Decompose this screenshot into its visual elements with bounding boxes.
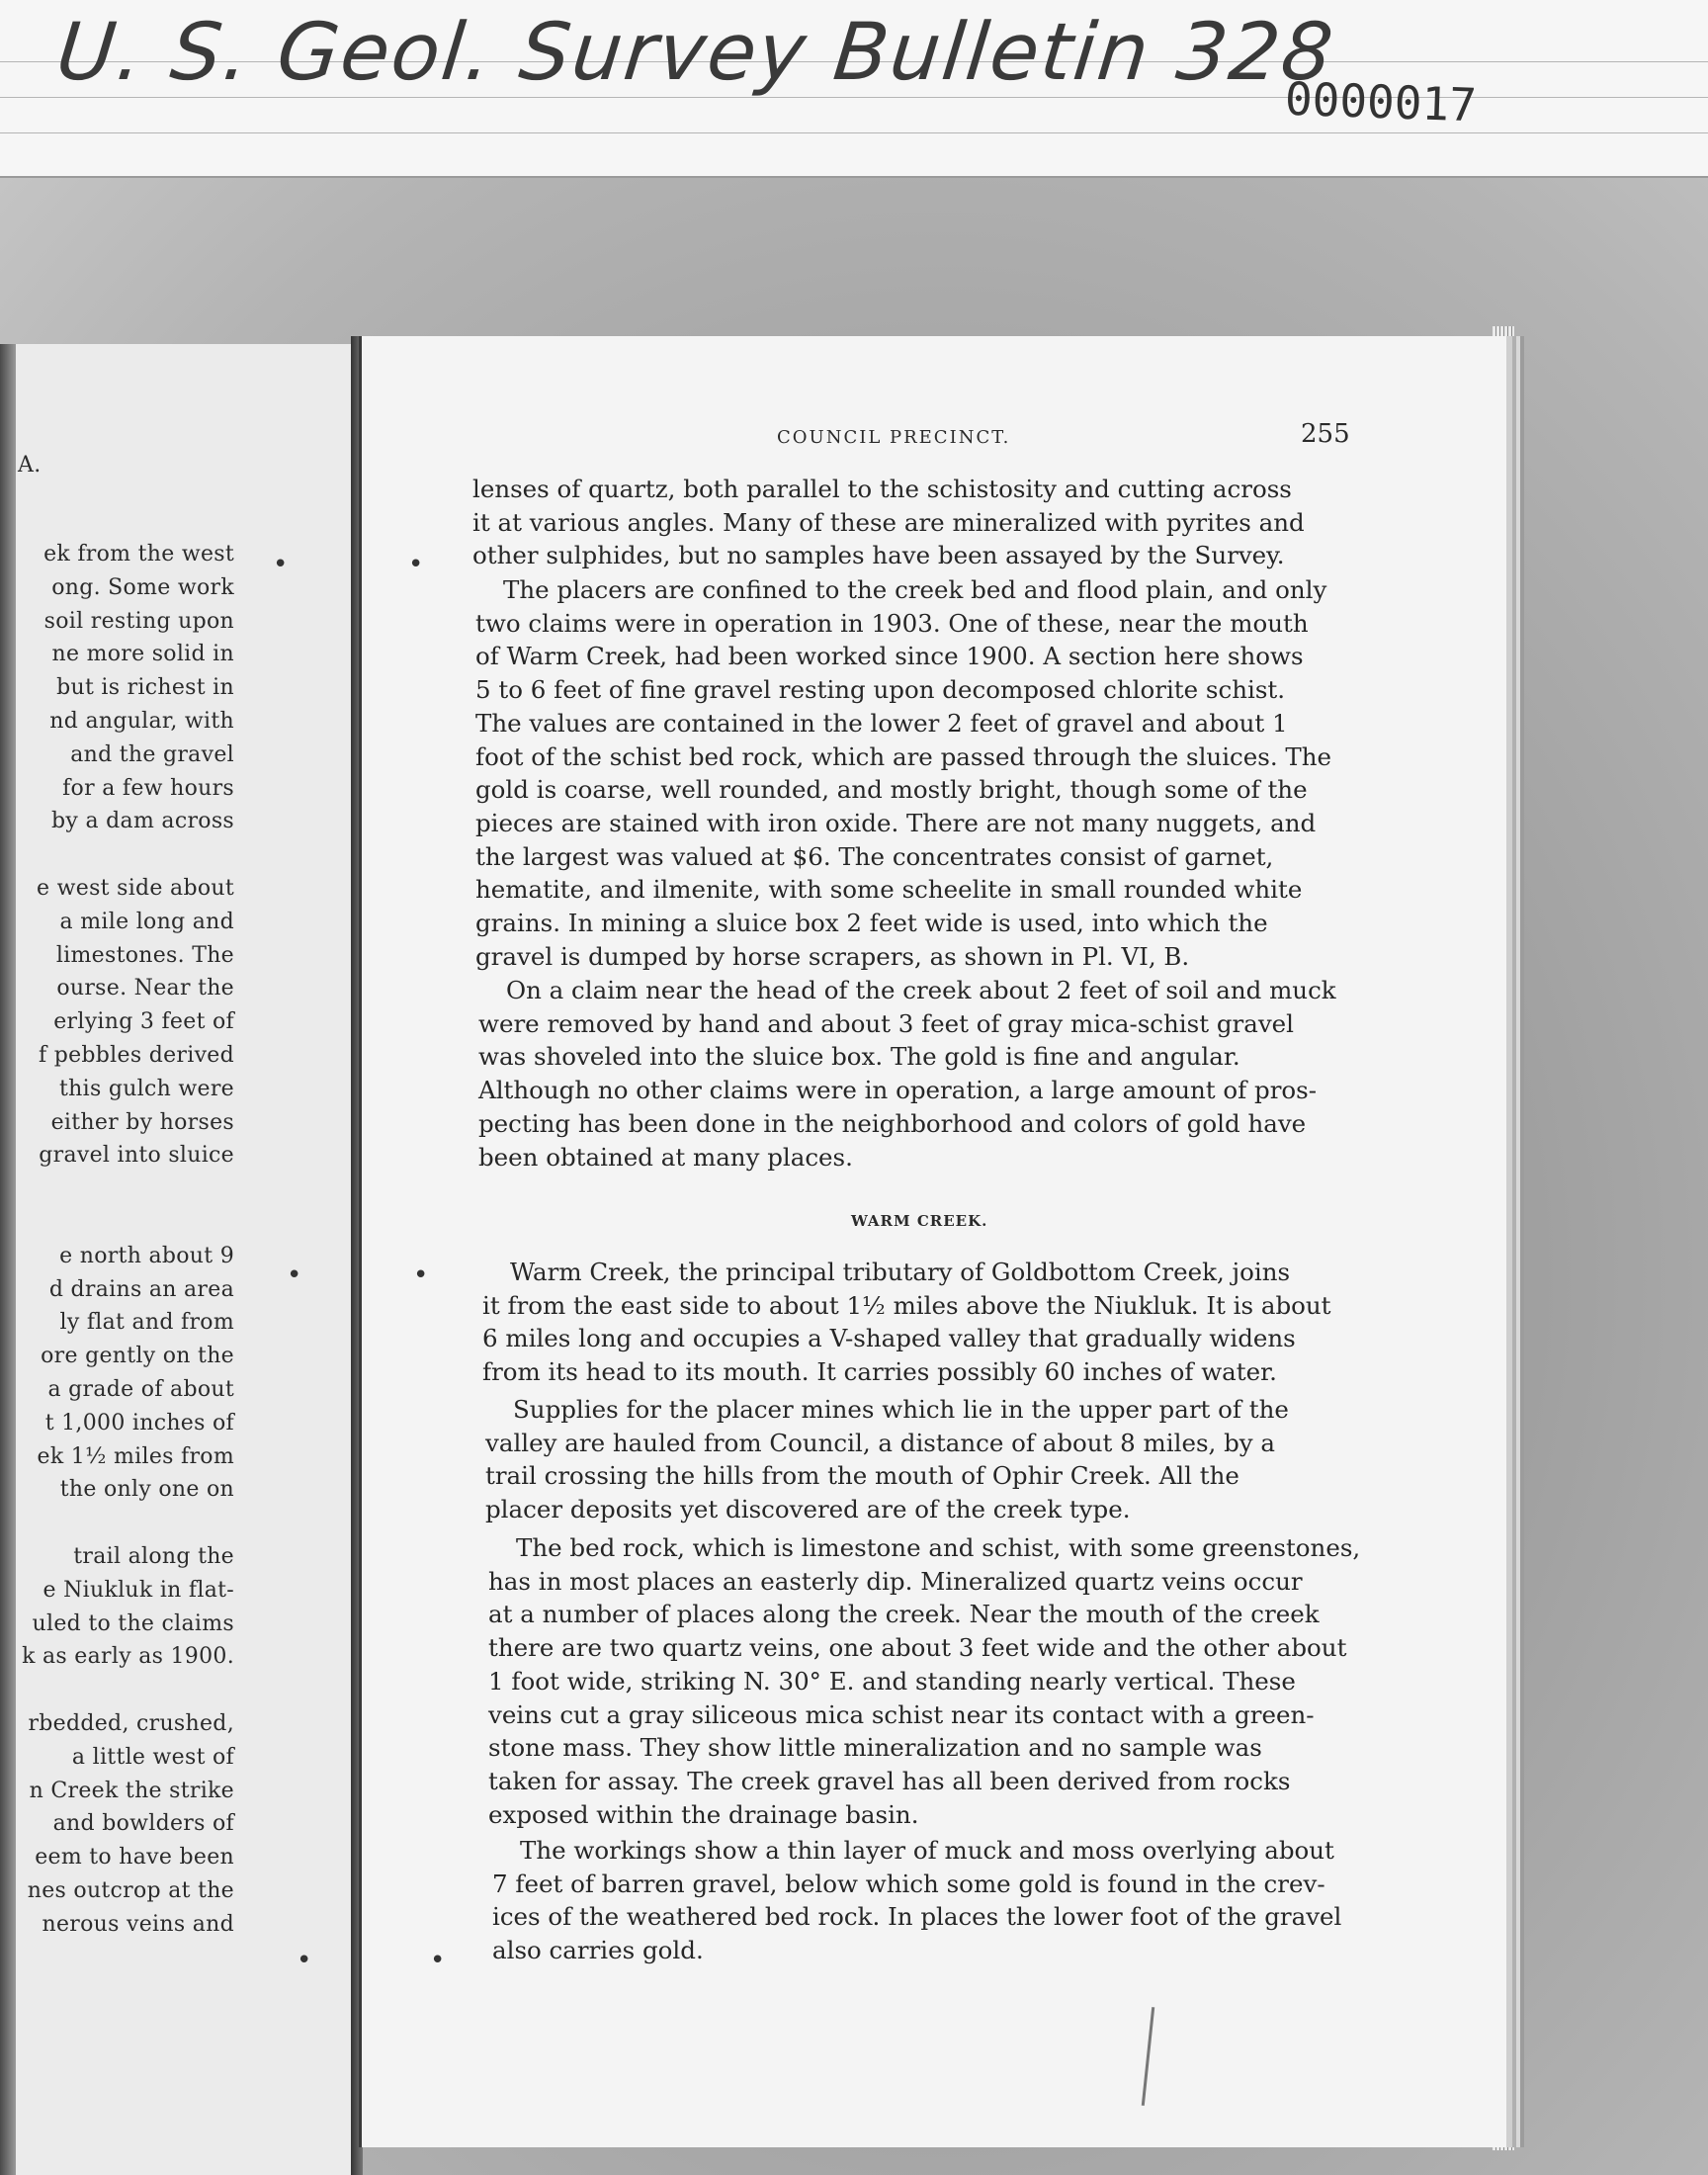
left-page-line: ourse. Near the [56,976,234,1001]
body-text-line: was shoveled into the sluice box. The gold is fine and angular. [478,1042,1240,1072]
scan-speck: • [413,1261,429,1290]
body-text-line: at a number of places along the creek. Near the mouth of the creek [488,1600,1320,1629]
left-page [0,344,355,2175]
page-number: 255 [1301,419,1350,449]
body-text-line: foot of the schist bed rock, which are passed through the sluices. The [475,741,1332,771]
handwritten-note: U. S. Geol. Survey Bulletin 328 [52,6,1339,98]
left-page-line: d drains an area [48,1276,234,1302]
left-page-line: eem to have been [35,1845,234,1870]
body-text-line: the largest was valued at $6. The concentrates consist of garnet, [475,841,1274,871]
body-text-line: Warm Creek, the principal tributary of Goldbottom Creek, joins [510,1258,1291,1286]
body-text-line: it from the east side to about 1½ miles above the Niukluk. It is about [482,1290,1331,1320]
body-text-line: 7 feet of barren gravel, below which some gold is found in the crev- [492,1869,1325,1898]
left-page-line: ne more solid in [51,642,234,667]
body-text-line: trail crossing the hills from the mouth of Ophir Creek. All the [485,1461,1239,1491]
body-text-line: 1 foot wide, striking N. 30° E. and standing nearly vertical. These [488,1666,1296,1696]
left-page-line: e west side about [37,876,234,901]
body-text-line: has in most places an easterly dip. Mineralized quartz veins occur [488,1566,1303,1596]
left-page-line: ore gently on the [41,1344,234,1369]
scan-speck: • [273,550,289,579]
body-text-line: veins cut a gray siliceous mica schist near its contact with a green- [488,1699,1315,1729]
body-text-line: grains. In mining a sluice box 2 feet wide is used, into which the [475,909,1268,937]
body-text-line: placer deposits yet discovered are of the creek type. [485,1495,1131,1524]
body-text-line: also carries gold. [492,1936,704,1965]
body-text-line: Supplies for the placer mines which lie in the upper part of the [513,1395,1289,1424]
stamp-number: 0000017 [1284,71,1478,132]
body-text-line: valley are hauled from Council, a distance of about 8 miles, by a [485,1428,1276,1457]
left-page-line: a mile long and [59,909,234,934]
scan-speck: • [430,1946,446,1975]
left-page-line: k as early as 1900. [22,1644,234,1670]
body-text-line: lenses of quartz, both parallel to the schistosity and cutting across [472,475,1292,503]
left-page-line: e Niukluk in flat- [43,1577,234,1603]
left-page-line: nd angular, with [49,709,234,734]
body-text-line: The bed rock, which is limestone and schist, with some greenstones, [516,1533,1361,1562]
left-page-line: a little west of [71,1744,234,1770]
body-text-line: from its head to its mouth. It carries possibly 60 inches of water. [482,1357,1277,1387]
left-page-line: uled to the claims [32,1610,234,1636]
body-text-line: pecting has been done in the neighborhood and colors of gold have [478,1108,1307,1138]
left-page-line: ek 1½ miles from [37,1443,234,1469]
left-page-line: ly flat and from [59,1310,234,1336]
body-text-line: On a claim near the head of the creek about 2 feet of soil and muck [506,976,1336,1004]
scan-speck: • [408,550,424,579]
left-page-line: rbedded, crushed, [28,1711,234,1736]
body-text-line: it at various angles. Many of these are mineralized with pyrites and [472,507,1305,537]
left-page-line: a grade of about [47,1377,234,1402]
body-text-line: were removed by hand and about 3 feet of gray mica-schist gravel [478,1008,1295,1038]
left-page-line: nerous veins and [42,1911,234,1937]
body-text-line: The values are contained in the lower 2 feet of gravel and about 1 [475,708,1288,738]
body-text-line: gravel is dumped by horse scrapers, as shown in Pl. VI, B. [475,941,1190,971]
left-page-line: either by horses [50,1109,234,1135]
body-text-line: pieces are stained with iron oxide. There are not many nuggets, and [475,808,1317,837]
body-text-line: stone mass. They show little mineralization and no sample was [488,1733,1262,1763]
left-page-text [0,344,351,2175]
body-text-line: Although no other claims were in operation, a large amount of pros- [478,1076,1318,1105]
left-page-line: ek from the west [43,542,234,566]
archive-label-strip [0,0,1708,178]
left-page-line: for a few hours [62,775,234,801]
body-text-line: The workings show a thin layer of muck and moss overlying about [520,1836,1334,1865]
body-text-line: exposed within the drainage basin. [488,1799,919,1829]
left-page-line: and bowlders of [52,1811,234,1837]
body-text-line: 5 to 6 feet of fine gravel resting upon decomposed chlorite schist. [475,675,1286,705]
right-page [359,336,1506,2147]
body-text-line: of Warm Creek, had been worked since 1900. A section here shows [475,642,1304,671]
body-text-line: other sulphides, but no samples have been assayed by the Survey. [472,541,1285,570]
left-page-line: limestones. The [55,942,234,968]
body-text-line: gold is coarse, well rounded, and mostly bright, though some of the [475,775,1308,805]
left-header-fragment: A. [18,453,42,478]
running-head: COUNCIL PRECINCT. [777,427,1011,448]
body-text-line: hematite, and ilmenite, with some scheelite in small rounded white [475,875,1303,905]
scan-speck: • [287,1261,302,1290]
body-text-line: ices of the weathered bed rock. In places the lower foot of the gravel [492,1902,1342,1932]
body-text-line: 6 miles long and occupies a V-shaped valley that gradually widens [482,1324,1296,1353]
scan-speck: • [297,1946,312,1975]
left-page-line: nes outcrop at the [27,1878,234,1903]
left-page-line: t 1,000 inches of [44,1410,234,1436]
body-text-line: two claims were in operation in 1903. One of these, near the mouth [475,608,1309,638]
left-page-line: gravel into sluice [39,1143,234,1169]
left-page-line: the only one on [59,1477,234,1503]
body-text-line: The placers are confined to the creek bed and flood plain, and only [503,575,1327,604]
body-text-line: been obtained at many places. [478,1142,853,1172]
left-page-line: this gulch were [59,1076,234,1101]
body-text-line: there are two quartz veins, one about 3 feet wide and the other about [488,1633,1347,1663]
ruled-line [0,132,1708,133]
left-page-line: n Creek the strike [29,1778,234,1803]
left-page-line: e north about 9 [59,1243,234,1268]
left-page-line: and the gravel [70,741,234,767]
body-text-line: taken for assay. The creek gravel has all been derived from rocks [488,1766,1291,1795]
left-page-line: f pebbles derived [38,1043,234,1068]
left-page-line: but is richest in [56,675,234,701]
left-page-line: trail along the [73,1544,234,1569]
left-page-line: ong. Some work [51,574,234,600]
left-page-line: soil resting upon [43,608,234,634]
left-page-line: by a dam across [51,809,234,834]
left-page-line: erlying 3 feet of [53,1009,234,1035]
section-heading: WARM CREEK. [851,1212,988,1230]
